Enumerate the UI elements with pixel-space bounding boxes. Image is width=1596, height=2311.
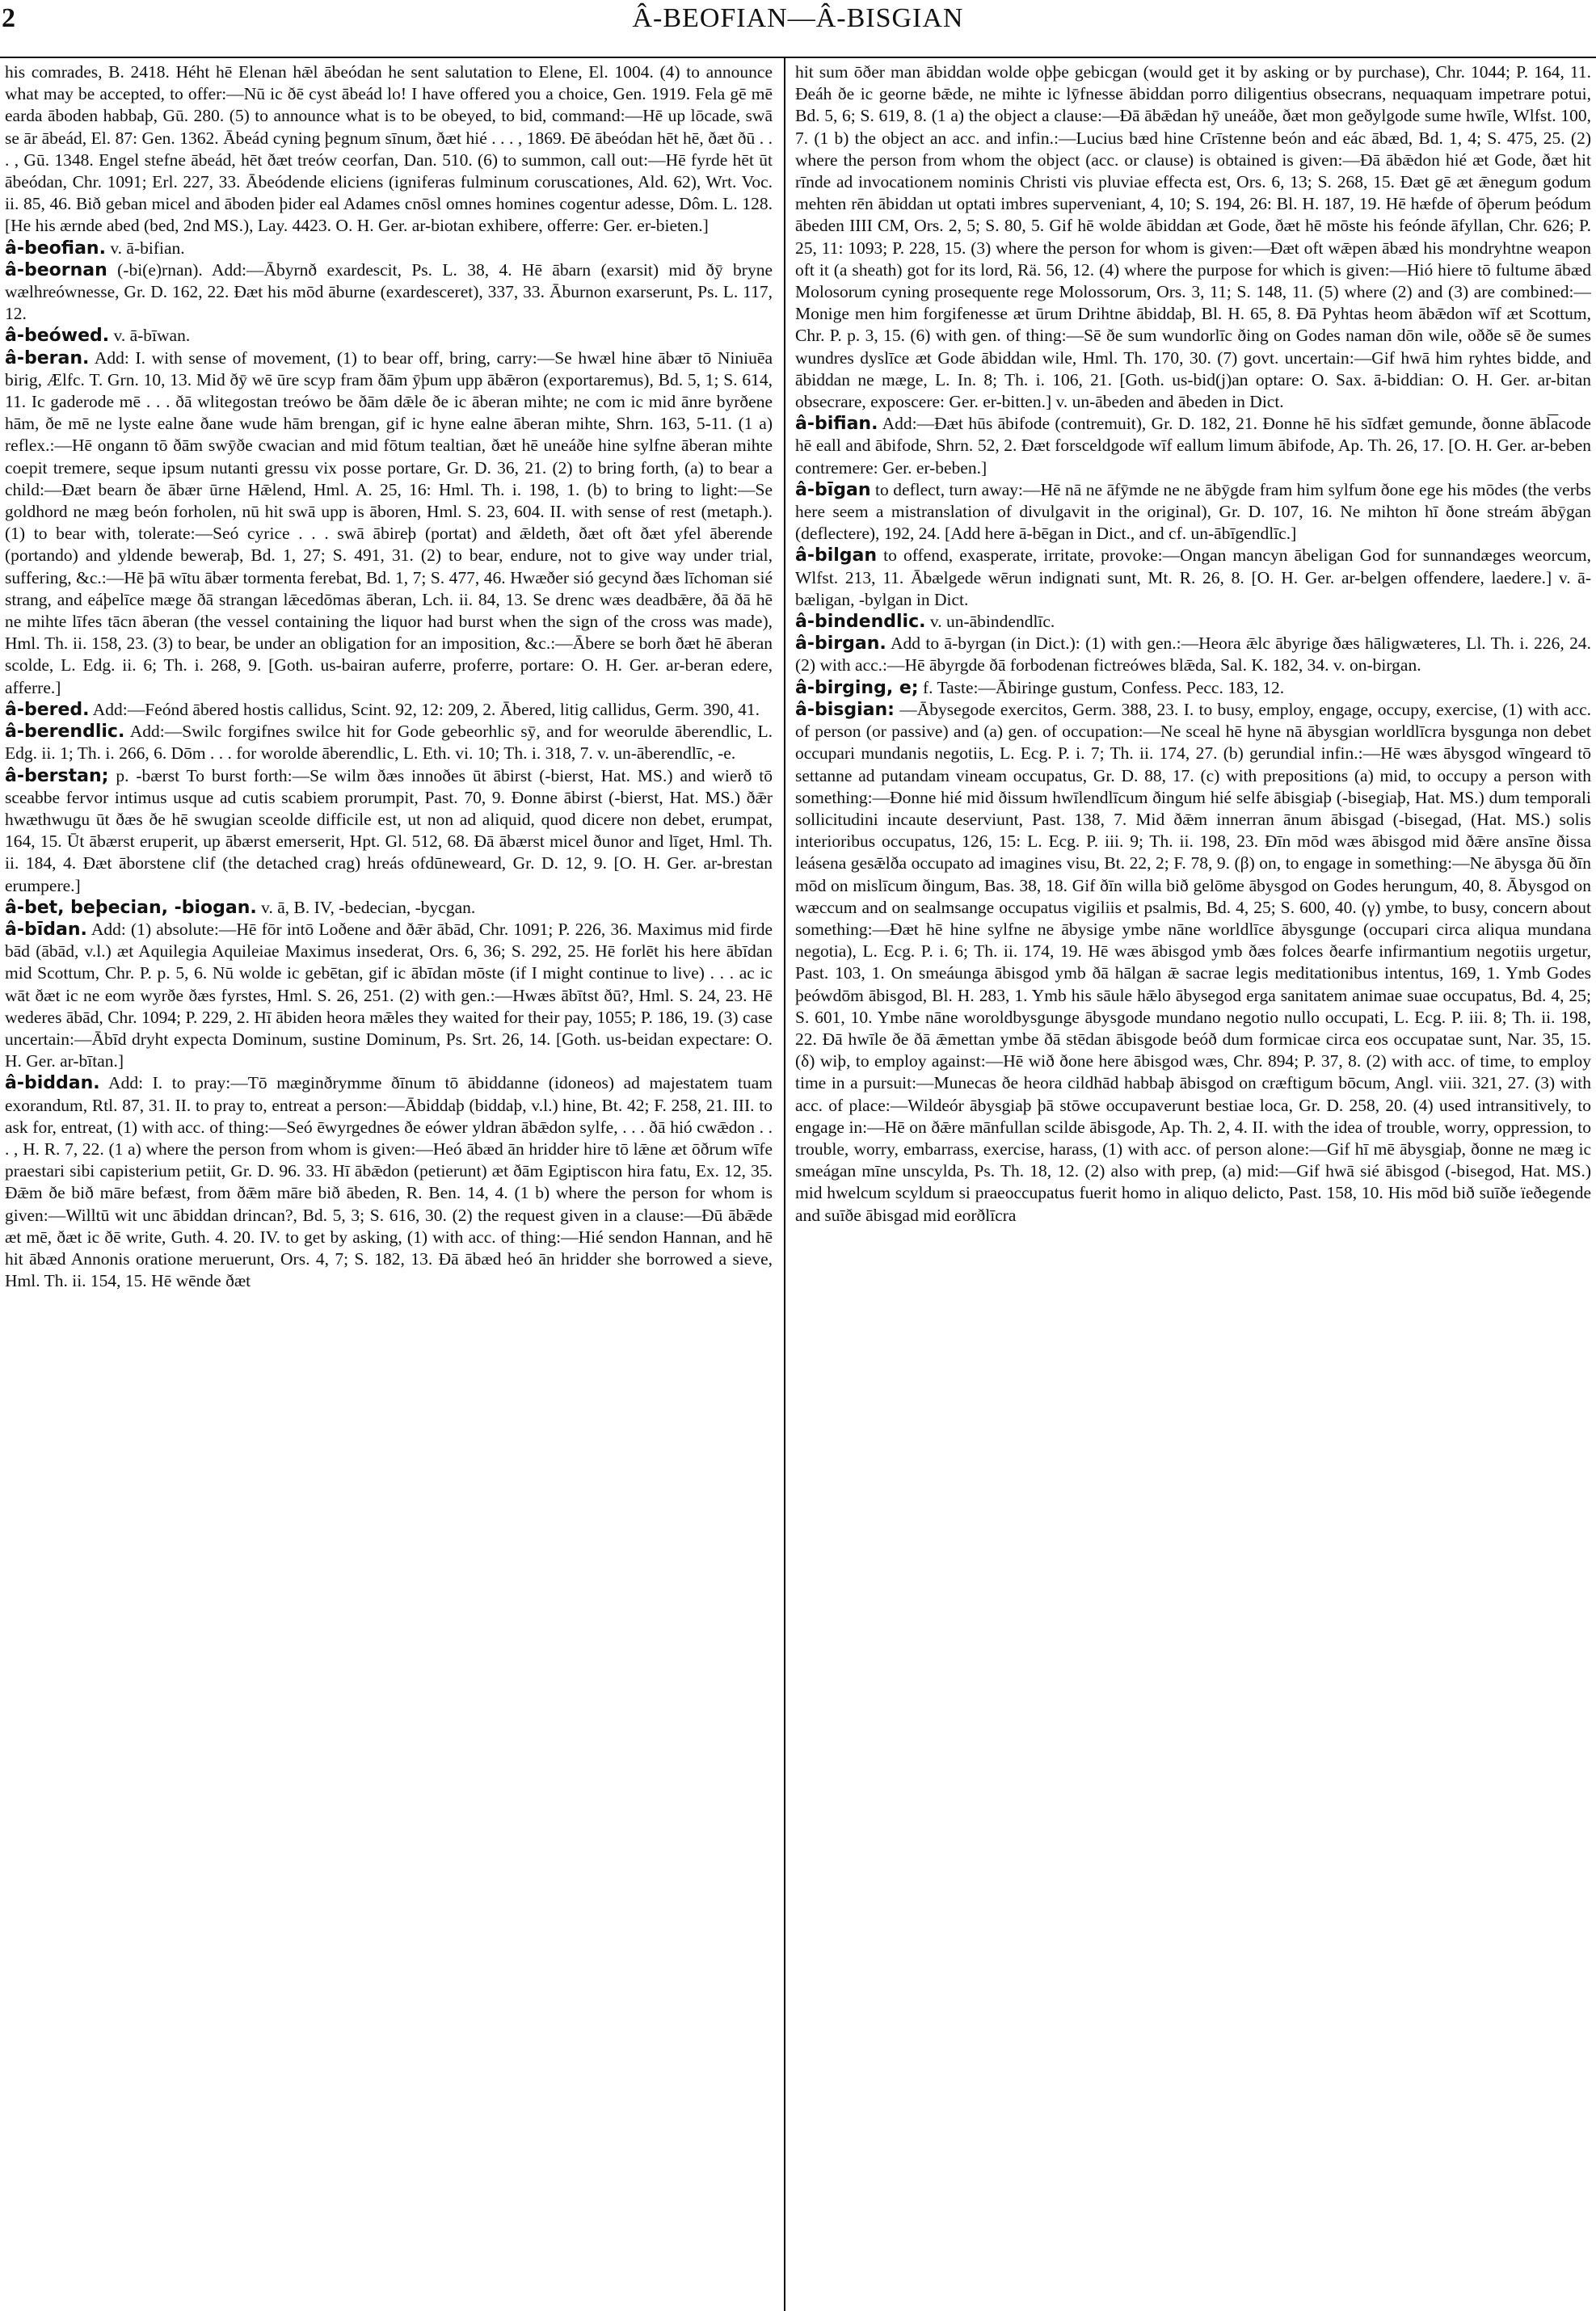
entry-headword: â-bindendlic. xyxy=(795,612,926,633)
entry-text: v. ā-bīwan. xyxy=(113,326,191,346)
entry-headword: â-birging, e; xyxy=(795,677,919,698)
entry-text: v. un-ābindendlīc. xyxy=(929,612,1055,632)
entry-text: Add: I. with sense of movement, (1) to bear off, bring, carry:—Se hwæl hine ābær tō Niniuēa birig, Ælfc. T. Grn. 10, 13. Mid ðȳ wē ūre scyp fram ðām ȳþum upp ābǣron (exportaremus), Bd. 5, 1; S. 614, 11. Ic gaderode mē . . . ðā wlitegostan treówo be ðām dǣle ðe ic āberan mihte; ne com ic mid ānre byrðene hām, ðe mē ne lyste ealne ðane wude hām brengan, gif ic hyne ealne āberan mihte, Shrn. 163, 5-11. (1 a) reflex.:—Hē ongann tō ðām swȳðe cwacian and mid fōtum tealtian, ðæt hē uneáðe hine sylfne āberan mihte coepit tremere, seque ipsum nutanti gressu vix posse portare, Gr. D. 36, 21. (2) to bring forth, (a) to bear a child:—Ðæt bearn ðe ābær ūrne Hǣlend, Hml. A. 25, 16: Hml. Th. i. 198, 1. (b) to bring to light:—Se goldhord ne mæg beón forholen, nū hit swā upp is āboren, Hml. S. 23, 604. II. with sense of rest (metaph.). (1) to bear with, tolerate:—Seó cyrice . . . swā ābireþ (portat) and ǣldeth, ðæt oft ðæt yfel āberende (portando) and yldende beweraþ, Bd. 1, 27; S. 491, 31. (2) to bear, endure, not to give way under trial, suffering, &c.:—Hē þā wītu ābær tormenta ferebat, Bd. 1, 7; S. 477, 46. Hwæðer sió gecynd ðæs līchoman sié strang, and eáþelīce mæge ðā strangan lǣcedōmas āberan, Lch. ii. 84, 13. Se drenc wæs deadbǣre, ðā ðā hē ne mihte līfes tācn āberan (the vessel containing the liquor had burst when the sign of the cross was made), Hml. Th. ii. 158, 23. (3) to bear, be under an obligation for an imposition, &c.:—Ābere se borh ðæt hē āberan scolde, L. Edg. ii. 6; Th. i. 268, 9. [Goth. us-bairan auferre, proferre, portare: O. H. Ger. ar-beran edere, afferre.] xyxy=(5,347,773,697)
entry-text: Add: I. to pray:—Tō mæginðrymme ðīnum tō ābiddanne (idoneos) ad majestatem tuam exorandum, Rtl. 87, 31. II. to pray to, entreat a person:—Ābiddaþ (biddaþ, v.l.) hine, Bt. 42; F. 258, 21. III. to ask for, entreat, (1) with acc. of thing:—Seó ēwyrgednes ðe eówer yldran ābǣdon sylfe, . . . ðā hió cwǣdon . . . , H. R. 7, 22. (1 a) where the person from whom is given:—Heó ābæd ān hridder hire tō lǣne æt ōðrum wīfe praestari sibi capisterium petiit, Gr. D. 96. 33. Hī ābǣdon (petierunt) æt ðām Egiptiscon hira fatu, Ex. 12, 35. Ðǣm ðe bið māre befæst, from ðǣm māre bið ābeden, R. Ben. 14, 4. (1 b) where the person for whom is given:—Willtū wit unc ābiddan drincan?, Bd. 5, 3; S. 616, 30. (2) the request given in a clause:—Ðū ābǣde æt mē, ðæt ic ðē write, Guth. 4. 20. IV. to get by asking, (1) with acc. of thing:—Hié sendon Hannan, and hē hit ābæd Annonis oratione meruerunt, Ors. 4, 7; S. 182, 13. Ðā ābæd heó ān hridder she borrowed a sieve, Hml. Th. ii. 154, 15. Hē wēnde ðæt xyxy=(5,1073,773,1291)
entry-text: —Ābysegode exercitos, Germ. 388, 23. I. to busy, employ, engage, occupy, exercise, (1) with acc. of person (or passive) and (a) gen. of occupation:—Ne sceal hē hyne nā ābysgian worldlīcra bysgunga non debet occupari mundanis negotiis, L. Ecg. P. i. 7; Th. ii. 174, 27. (b) gerundial infin.:—Hē wæs ābysgod wīngeard tō settanne ad putandam vineam occupatus, Gr. D. 88, 17. (c) with prepositions (a) mid, to occupy a person with something:—Ðonne hié mid ðissum hwīlendlīcum ðingum hié selfe ābisgiaþ (-bisegiaþ, Hat. MS.) dum temporali sollicitudini incaute deserviunt, Past. 138, 7. Mid ðǣm innerran ānum ābisgad (-bisegad, (Hat. MS.) solis interioribus occupatus, 126, 15: L. Ecg. P. iii. 9; Th. ii. 198, 23. Ðīn mōd wæs ābisgod mid ðǣre ansīne ðissa leásena gesǣlða occupato ad imagines visu, Bt. 22, 2; F. 78, 9. (β) on, to engage in something:—Ne ābysga ðū ðīn mōd on mislīcum ðingum, Bas. 38, 18. Gif ðīn willa bið gelōme ābysgod on Godes herungum, 40, 8. Ābysgod on wæccum and on sealmsange occupatus vigiliis et psalmis, Bd. 4, 25; S. 600, 40. (γ) ymbe, to busy, concern about something:—Ðæt hē hine sylfne ne ābysige ymbe nāne worldlīce ābysgunge (occupari circa aliqua mundana negotia), L. Ecg. P. i. 6; Th. ii. 174, 19. Hē wæs ābisgod ymb ðæs folces ðearfe infirmantium negotiis urgetur, Past. 103, 1. On smeáunga ābisgod ymb ðā hālgan ǣ sacrae legis meditationibus intentus, 169, 1. Ymb Godes þeówdōm ābisgod, Bl. H. 283, 1. Ymb his sāule hǣlo ābysegod erga sanitatem animae suae occupatus, Bd. 4, 25; S. 601, 10. Ymbe nāne woroldbysgunge ābysgode mundano negotio nullo occupati, L. Ecg. P. iii. 8; Th. ii. 198, 22. Ðā hwīle ðe ðā ǣmettan ymbe ðā stēdan ābisgode beóð dum formicae circa eos occupatae sunt, Nar. 35, 15. (δ) wiþ, to employ against:—Hē wið ðone here ābisgod wæs, Chr. 894; P. 37, 8. (2) with acc. of time, to employ time in a pursuit:—Munecas ðe heora cildhād habbaþ ābisgod on cræftigum bōcum, Angl. viii. 321, 27. (3) with acc. of place:—Wildeór ābysgiaþ þā stōwe occupaverunt bestiae loca, Gr. D. 258, 20. (4) used intransitively, to engage in:—Hē on ðǣre mānfullan scilde ābisgode, Ap. Th. 2, 4. II. with the idea of trouble, worry, oppression, to trouble, worry, embarrass, exercise, harass, (1) with acc. of person alone:—Gif hī mē ābysgiaþ, ðonne ne mæg ic smeágan mīne unscylda, Ps. Th. 18, 12. (2) also with prep, (a) mid:—Gif hwā sié ābisgod (-bisegod, Hat. MS.) mid hwelcum scyldum si praeoccupatus fuerit homo in aliquo delicto, Past. 158, 10. His mōd bið suīðe ïeðegende and suīðe ābisgad mid eorðlīcra xyxy=(795,699,1591,1225)
dictionary-entry xyxy=(795,545,1591,611)
dictionary-entry xyxy=(795,479,1591,545)
header-rule xyxy=(0,57,1596,58)
dictionary-entry xyxy=(795,633,1591,676)
dictionary-entry xyxy=(795,413,1591,479)
dictionary-entry xyxy=(5,919,773,1072)
entry-headword: â-biddan. xyxy=(5,1073,100,1094)
entry-headword: â-bilgan xyxy=(795,545,878,566)
entry-text: hit sum ōðer man ābiddan wolde oþþe gebicgan (would get it by asking or by purchase), Chr. 1044; P. 164, 11. Ðeáh ðe ic georne bǣde, ne mihte ic lȳfnesse ābiddan porro diligentius obsecrans, nequaquam impetrare potui, Bd. 5, 6; S. 619, 8. (1 a) the object a clause:—Ðā ābǣdan hȳ uneáðe, ðæt mon geðylgode sume hwīle, Wlfst. 100, 7. (1 b) the object an acc. and infin.:—Lucius bæd hine Crīstenne beón and eác ābæd, Bd. 1, 4; S. 475, 25. (2) where the person from whom the object (acc. or clause) is obtained is given:—Ðā ābǣdon hié æt Gode, ðæt hit rīnde ad invocationem nominis Christi vis pluviae effecta est, Ors. 6, 13; S. 268, 15. Ðæt gē æt ǣnegum godum mehten rēn ābiddan ut optati imbres superveniant, 4, 10; S. 194, 26: Bl. H. 187, 19. Hē hæfde of ōþerum þeódum ābeden IIII CM, Ors. 2, 5; S. 80, 5. Gif hē wolde ābiddan æt Gode, ðæt hē mōste his feónde āfyllan, Chr. 626; P. 25, 11: 1093; P. 228, 15. (3) where the person for whom is given:—Ðæt oft wǣpen ābæd his mondryhtne weapon oft it (a sheath) got for its lord, Rä. 56, 12. (4) where the purpose for which is given:—Hió hiere tō fultume ābæd Molosorum cyning prosequente rege Molossorum, Ors. 3, 11; S. 148, 11. (5) where (2) and (3) are combined:—Monige men him forgifenesse æt ūrum Drihtne ābiddaþ, Bl. H. 65, 8. Ðā Pyhtas heom ābǣdon wīf æt Scottum, Chr. P. p. 3, 15. (6) with gen. of thing:—Sē ðe sum wundorlīc ðing on Godes naman dōn wile, oððe sē ðe sumes wundres dyslīce æt Gode ābiddan wile, Hml. Th. 170, 30. (7) govt. uncertain:—Gif hwā him ryhtes bidde, and ābiddan ne mæge, L. In. 8; Th. i. 106, 21. [Goth. us-bid(j)an optare: O. Sax. ā-biddian: O. H. Ger. ar-bitan obsecrare, exposcere: Ger. er-bitten.] v. un-ābeden and ābeden in Dict. xyxy=(795,62,1591,412)
dictionary-entry xyxy=(795,699,1591,1227)
entry-text: his comrades, B. 2418. Héht hē Elenan hǣl ābeódan he sent salutation to Elene, El. 1004. (4) to announce what may be accepted, to offer:—Nū ic ðē cyst ābeád lo! I have offered you a choice, Gen. 1919. Fela gē mē earda āboden habbaþ, Gū. 280. (5) to announce what is to be obeyed, to bid, command:—Hē up lōcade, swā se ār ābeád, El. 87: Gen. 1362. Ābeád cyning þegnum sīnum, ðæt hié . . . , 1869. Ðē ābeódan hēt hē, ðæt ðū . . . , Gū. 1348. Engel stefne ābeád, hēt ðæt treów ceorfan, Dan. 510. (6) to summon, call out:—Hē fyrde hēt ūt ābeódan, Chr. 1091; Erl. 227, 33. Ābeódende eliciens (igniferas fulminum coruscationes, Ald. 62), Wrt. Voc. ii. 85, 46. Bið geban micel and āboden þider eal Adames cnōsl omnes homines cogentur adesse, Dôm. L. 128. [He his ærnde abed (bed, 2nd MS.), Lay. 4423. O. H. Ger. ar-biotan exhibere, offerre: Ger. er-bieten.] xyxy=(5,62,773,236)
entry-headword: â-beówed. xyxy=(5,326,110,347)
entry-headword: â-beofian. xyxy=(5,238,106,259)
dictionary-entry xyxy=(795,611,1591,633)
entry-text: (-bi(e)rnan). Add:—Ābyrnð exardescit, Ps. L. 38, 4. Hē ābarn (exarsit) mid ðȳ bryne wælhreównesse, Gr. D. 162, 22. Ðæt his mōd āburne (exardesceret), 337, 33. Āburnon exarserunt, Ps. L. 117, 12. xyxy=(5,259,773,324)
dictionary-entry xyxy=(5,699,773,721)
entry-text: to offend, exasperate, irritate, provoke:—Ongan mancyn ābeligan God for sunnandæges weorcum, Wlfst. 213, 11. Ābælgede wērun indignati sunt, Mt. R. 26, 8. [O. H. Ger. ar-belgen offendere, laedere.] v. ā-bæligan, -bylgan in Dict. xyxy=(795,545,1591,609)
dictionary-entry xyxy=(5,325,773,347)
page-number: 2 xyxy=(2,3,15,33)
entry-headword: â-berendlic. xyxy=(5,722,125,743)
entry-text: Add:—Swilc forgifnes swilce hit for Gode gebeorhlic sȳ, and for weorulde āberendlic, L. Edg. ii. 1; Th. i. 266, 6. Dōm . . . for worolde āberendlic, L. Eth. vi. 10; Th. i. 318, 7. v. un-āberendlīc, -e. xyxy=(5,722,773,764)
entry-headword: â-bīdan. xyxy=(5,919,87,940)
entry-text: v. ā-bifian. xyxy=(110,238,185,258)
entry-headword: â-bifian. xyxy=(795,414,878,435)
entry-text: to deflect, turn away:—Hē nā ne āfȳmde ne ne ābȳgde fram him sylfum ðone ege his mōdes (the verbs here seem a mistranslation of divulgavit in the original), Gr. D. 107, 16. Ne mihton hī ðone streám ābȳgan (deflectere), 192, 24. [Add here ā-bēgan in Dict., and cf. un-ābīgendlīc.] xyxy=(795,479,1591,544)
entry-text: v. ā, B. IV, -bedecian, -bycgan. xyxy=(261,897,476,917)
left-column xyxy=(5,61,773,2306)
dictionary-entry xyxy=(5,721,773,764)
dictionary-entry xyxy=(5,347,773,699)
dictionary-entry xyxy=(5,238,773,259)
entry-headword: â-bīgan xyxy=(795,479,871,500)
dictionary-entry xyxy=(5,259,773,326)
entry-headword: â-birgan. xyxy=(795,634,886,655)
dictionary-entry xyxy=(795,677,1591,699)
entry-text: Add:—Ðæt hūs ābifode (contremuit), Gr. D. 182, 21. Ðonne hē his sīdfæt gemunde, ðonne ābl͞acode hē eall and ābifode, Shrn. 52, 2. Ðæt forsceldgode wīf eallum limum ābifode, Ap. Th. 26, 17. [O. H. Ger. ar-beben contremere: Ger. er-beben.] xyxy=(795,414,1591,478)
dictionary-entry xyxy=(5,61,773,238)
entry-headword: â-beornan xyxy=(5,259,107,280)
entry-headword: â-berstan; xyxy=(5,765,109,786)
column-divider xyxy=(784,58,785,2311)
entry-headword: â-bet, beþecian, -biogan. xyxy=(5,897,257,918)
entry-text: Add: (1) absolute:—Hē fōr intō Loðene and ðǣr ābād, Chr. 1091; P. 226, 36. Maximus mid firde bād (ābād, v.l.) æt Aquilegia Aquileiae Maximus insederat, Ors. 6, 36; S. 292, 25. Hē forlēt his here ābīdan mid Scottum, Chr. P. p. 5, 6. Nū wolde ic gebētan, gif ic ābīdan mōste (if I might continue to live) . . . ac ic wāt ðæt ic ne eom wyrðe ðæs fyrstes, Hml. S. 26, 251. (2) with gen.:—Hwæs ābītst ðū?, Hml. S. 24, 23. Hē wederes ābād, Chr. 1094; P. 229, 2. Hī ābiden heora mǣles they waited for their pay, 1055; P. 186, 19. (3) case uncertain:—Ābīd dryht expecta Dominum, sustine Dominum, Ps. Srt. 26, 14. [Goth. us-beidan expectare: O. H. Ger. ar-bītan.] xyxy=(5,919,773,1071)
entry-headword: â-bered. xyxy=(5,699,90,720)
dictionary-entry xyxy=(5,1072,773,1292)
entry-text: f. Taste:—Ābiringe gustum, Confess. Pecc. 183, 12. xyxy=(922,677,1285,697)
right-column xyxy=(795,61,1591,2306)
dictionary-entry xyxy=(5,897,773,919)
entry-headword: â-beran. xyxy=(5,347,90,368)
running-head: Â-BEOFIAN—Â-BISGIAN xyxy=(632,3,964,33)
entry-headword: â-bisgian: xyxy=(795,699,895,720)
dictionary-entry xyxy=(5,765,773,897)
dictionary-entry xyxy=(795,61,1591,413)
entry-text: p. -bærst To burst forth:—Se wilm ðæs innoðes ūt ābirst (-bierst, Hat. MS.) and wierð tō sceabbe fervor intimus usque ad cutis scabiem prorumpit, Past. 70, 9. Ðonne ābirst (-bierst, Hat. MS.) ðǣr hwæthwugu ūt ðæs ðe hē swugian sceolde difficile est, ut non ad aliquid, quod dicere non debet, erumpat, 164, 15. Ūt ābærst eruperit, up ābærst emerserit, Hpt. Gl. 512, 68. Ðā ābærst micel ðunor and līget, Hml. Th. ii. 184, 4. Ðæt āborstene clif (the detached crag) hreás ofdūneweard, Gr. D. 12, 9. [O. H. Ger. ar-brestan erumpere.] xyxy=(5,765,773,895)
entry-text: Add:—Feónd ābered hostis callidus, Scint. 92, 12: 209, 2. Ābered, litig callidus, Germ. 390, 41. xyxy=(92,699,760,719)
entry-text: Add to ā-byrgan (in Dict.): (1) with gen.:—Heora ǣlc ābyrige ðæs hāligwæteres, Ll. Th. i. 226, 24. (2) with acc.:—Hē ābyrgde ðā forbodenan fictreówes blǣda, Sal. K. 182, 34. v. on-birgan. xyxy=(795,634,1591,676)
